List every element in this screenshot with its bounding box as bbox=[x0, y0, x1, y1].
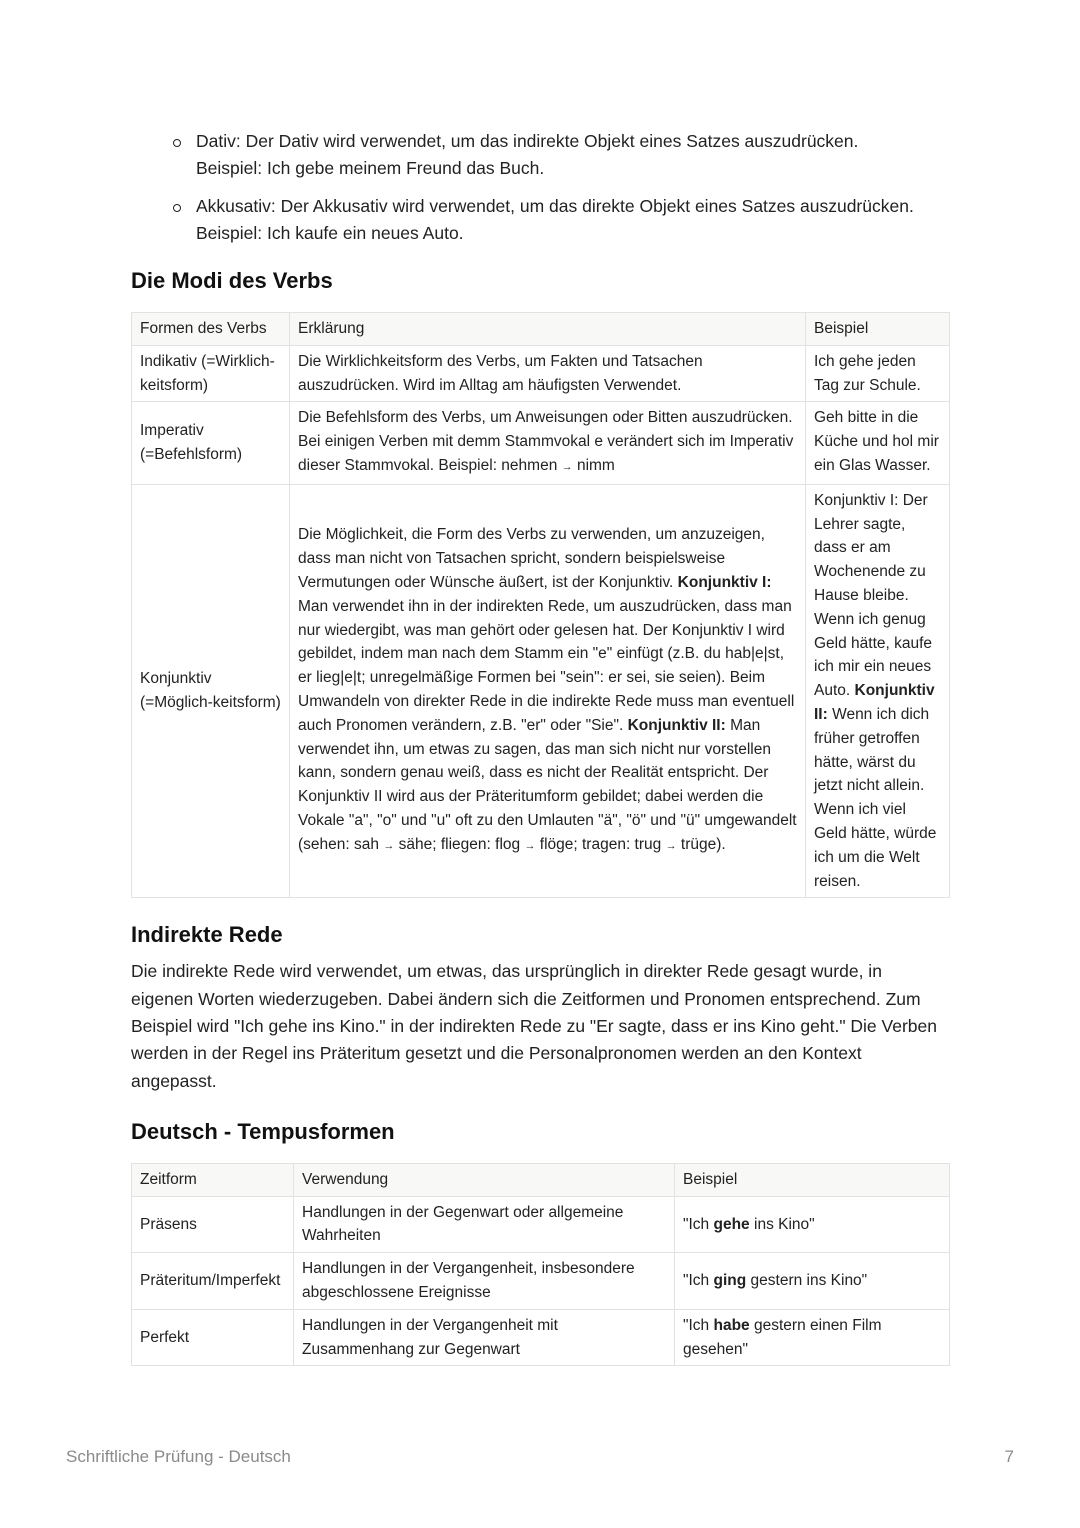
column-header: Beispiel bbox=[806, 313, 950, 346]
arrow-icon: → bbox=[665, 839, 677, 852]
table-cell: Die Wirklichkeitsform des Verbs, um Fakten und Tatsachen auszudrücken. Wird im Alltag am häufigsten Verwendet. bbox=[290, 345, 806, 402]
column-header: Formen des Verbs bbox=[132, 313, 290, 346]
table-row bbox=[132, 1309, 950, 1366]
table-cell: Geh bitte in die Küche und hol mir ein Glas Wasser. bbox=[806, 402, 950, 484]
table-cell: "Ich habe gestern einen Film gesehen" bbox=[675, 1309, 950, 1366]
table-cell: Perfekt bbox=[132, 1309, 294, 1366]
table-row bbox=[132, 345, 950, 402]
tempus-table bbox=[131, 1163, 950, 1367]
table-cell: Konjunktiv (=Möglich-keitsform) bbox=[132, 484, 290, 898]
list-item: Dativ: Der Dativ wird verwendet, um das indirekte Objekt eines Satzes auszudrücken. Beispiel: Ich gebe meinem Freund das Buch. bbox=[171, 128, 949, 182]
table-cell: Präsens bbox=[132, 1196, 294, 1253]
table-row bbox=[132, 1196, 950, 1253]
table-cell: Die Befehlsform des Verbs, um Anweisungen oder Bitten auszudrücken. Bei einigen Verben mit demm Stammvokal e verändert sich im Imperativ dieser Stammvokal. Beispiel: nehmen → nimm bbox=[290, 402, 806, 484]
table-cell: Konjunktiv I: Der Lehrer sagte, dass er am Wochenende zu Hause bleibe. Wenn ich genug Geld hätte, kaufe ich mir ein neues Auto. Konjunktiv II: Wenn ich dich früher getroffen hätte, wärst du jetzt nicht allein. Wenn ich viel Geld hätte, würde ich um die Welt reisen. bbox=[806, 484, 950, 898]
table-cell: Ich gehe jeden Tag zur Schule. bbox=[806, 345, 950, 402]
page-content bbox=[131, 128, 949, 1366]
table-cell: Die Möglichkeit, die Form des Verbs zu verwenden, um anzuzeigen, dass man nicht von Tatsachen spricht, sondern beispielsweise Vermutungen oder Wünsche äußert, ist der Konjunktiv. Konjunktiv I: Man verwendet ihn in der indirekten Rede, um auszudrücken, dass man nur wiedergibt, was man gehört oder gelesen hat. Der Konjunktiv I wird gebildet, indem man nach dem Stamm ein "e" einfügt (z.B. du hab|e|st, er lieg|e|t; unregelmäßige Formen bei "sein": er sei, sie seien). Beim Umwandeln von direkter Rede in die indirekte Rede muss man eventuell auch Pronomen verändern, z.B. "er" oder "Sie". Konjunktiv II: Man verwendet ihn, um etwas zu sagen, das man sich nicht nur vorstellen kann, sondern genau weiß, dass es nicht der Realität entspricht. Der Konjunktiv II wird aus der Präteritumform gebildet; dabei werden die Vokale "a", "o" und "u" oft zu den Umlauten "ä", "ö" und "ü" umgewandelt (sehen: sah → sähe; fliegen: flog → flöge; tragen: trug → trüge). bbox=[290, 484, 806, 898]
column-header: Erklärung bbox=[290, 313, 806, 346]
page-number: 7 bbox=[1004, 1447, 1014, 1466]
arrow-icon: → bbox=[561, 460, 573, 473]
footer-title: Schriftliche Prüfung - Deutsch bbox=[66, 1447, 291, 1466]
table-header-row bbox=[132, 313, 950, 346]
section-heading-tempus: Deutsch - Tempusformen bbox=[131, 1118, 395, 1144]
table-cell: Präteritum/Imperfekt bbox=[132, 1253, 294, 1310]
table-cell: Handlungen in der Vergangenheit, insbesondere abgeschlossene Ereignisse bbox=[294, 1253, 675, 1310]
table-cell: Handlungen in der Vergangenheit mit Zusammenhang zur Gegenwart bbox=[294, 1309, 675, 1366]
modi-table bbox=[131, 312, 950, 898]
column-header: Verwendung bbox=[294, 1163, 675, 1196]
table-cell: Indikativ (=Wirklich-keitsform) bbox=[132, 345, 290, 402]
arrow-icon: → bbox=[383, 839, 395, 852]
table-row bbox=[132, 1253, 950, 1310]
arrow-icon: → bbox=[524, 839, 536, 852]
section-heading-modi: Die Modi des Verbs bbox=[131, 268, 333, 293]
section-heading-rede: Indirekte Rede bbox=[131, 922, 283, 948]
table-row bbox=[132, 484, 950, 898]
table-row bbox=[132, 402, 950, 484]
list-item: Akkusativ: Der Akkusativ wird verwendet, um das direkte Objekt eines Satzes auszudrücken. Beispiel: Ich kaufe ein neues Auto. bbox=[171, 193, 949, 247]
table-cell: Handlungen in der Gegenwart oder allgemeine Wahrheiten bbox=[294, 1196, 675, 1253]
case-list bbox=[171, 128, 949, 247]
table-cell: "Ich ging gestern ins Kino" bbox=[675, 1253, 950, 1310]
column-header: Zeitform bbox=[132, 1163, 294, 1196]
table-header-row bbox=[132, 1163, 950, 1196]
paragraph: Die indirekte Rede wird verwendet, um etwas, das ursprünglich in direkter Rede gesagt wurde, in eigenen Worten wiederzugeben. Dabei ändern sich die Zeitformen und Pronomen entsprechend. Zum Beispiel wird "Ich gehe ins Kino." in der indirekten Rede zu "Er sagte, dass er ins Kino geht." Die Verben werden in der Regel ins Präteritum gesetzt und die Personalpronomen werden an den Kontext angepasst. bbox=[131, 961, 937, 1091]
table-cell: "Ich gehe ins Kino" bbox=[675, 1196, 950, 1253]
column-header: Beispiel bbox=[675, 1163, 950, 1196]
table-cell: Imperativ (=Befehlsform) bbox=[132, 402, 290, 484]
